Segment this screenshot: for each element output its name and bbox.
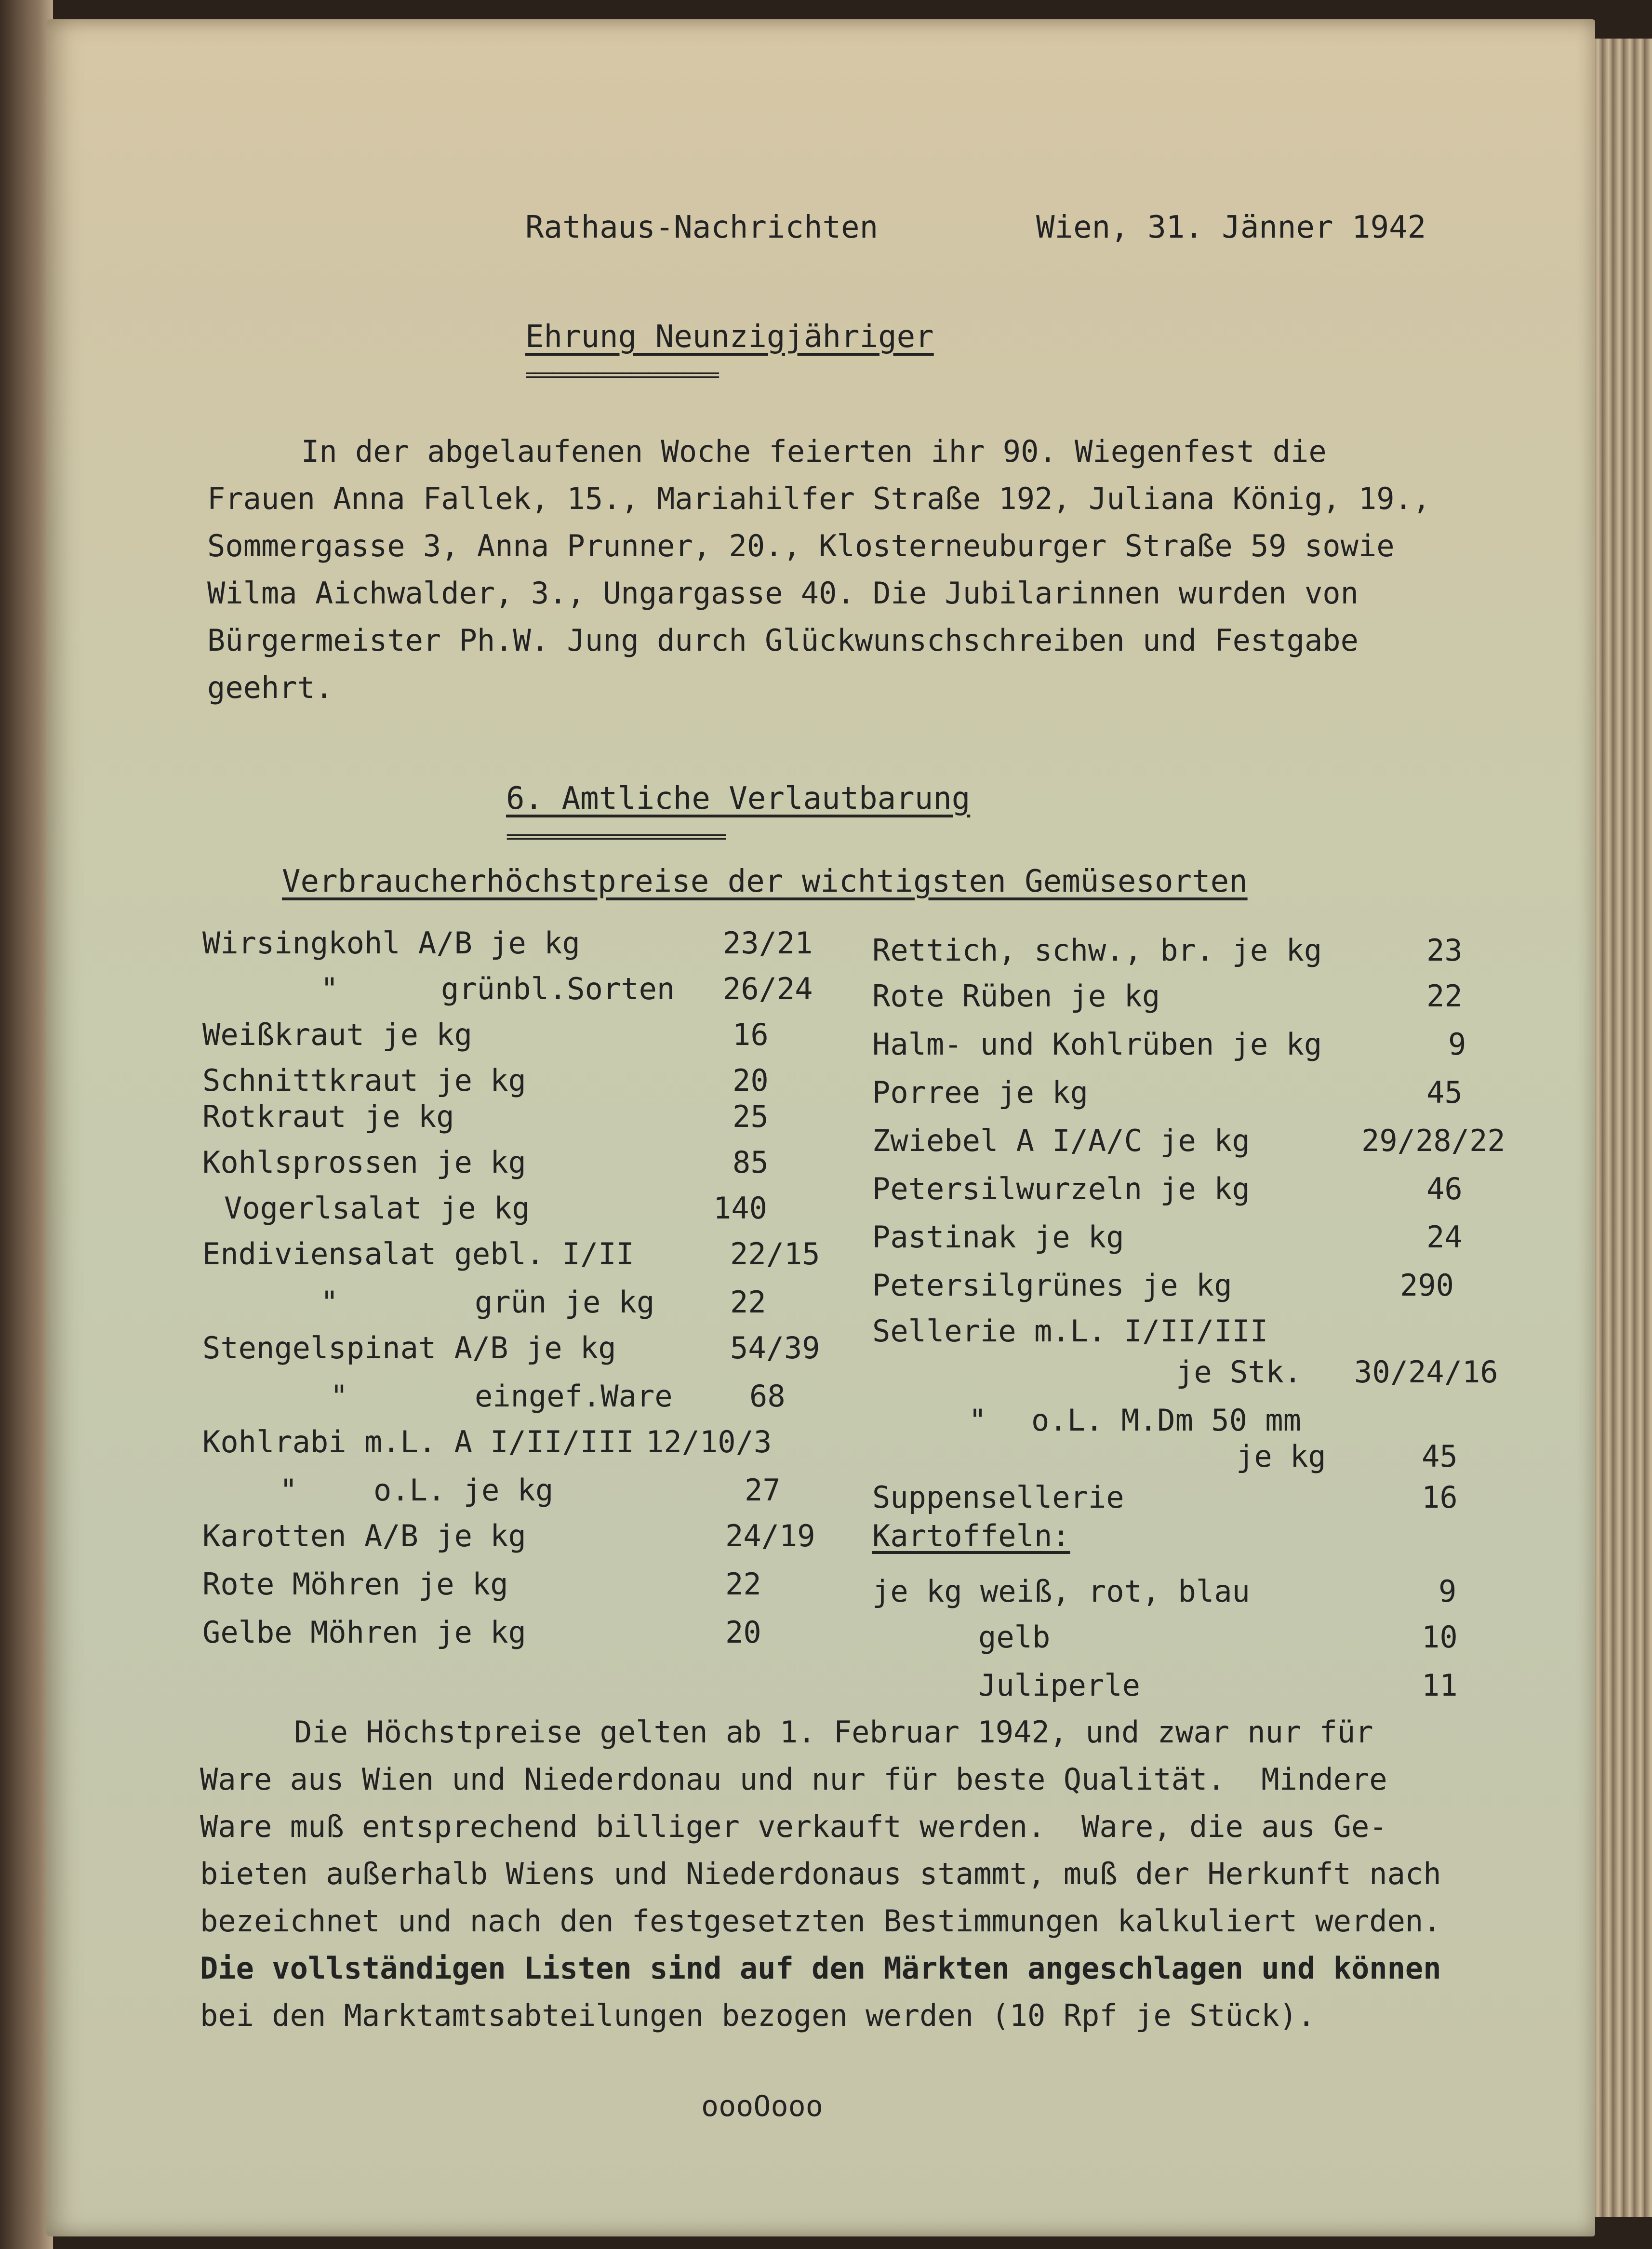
price-item: Sellerie m.L. I/II/III [872,1313,1268,1349]
price-table-subtitle: Verbraucherhöchstpreise der wichtigsten Gemüsesorten [282,864,1248,899]
price-value: 30/24/16 [1354,1354,1498,1390]
price-item: Kohlsprossen je kg [202,1145,526,1180]
ditto-mark: " [320,1285,339,1320]
paragraph-line: Ware aus Wien und Niederdonau und nur für beste Qualität. Mindere [200,1762,1387,1797]
price-value: 16 [733,1017,769,1052]
price-item: Wirsingkohl A/B je kg [202,925,580,961]
paragraph-line: bei den Marktamtsabteilungen bezogen werden (10 Rpf je Stück). [200,1998,1316,2033]
price-value: 11 [1422,1668,1458,1703]
price-value: 22/15 [730,1236,820,1272]
paragraph-line: geehrt. [207,670,333,705]
price-item-detail: eingef.Ware [475,1379,673,1414]
header-date: Wien, 31. Jänner 1942 [1036,210,1426,245]
price-item: Rettich, schw., br. je kg [872,933,1322,968]
price-item: Rotkraut je kg [202,1099,454,1134]
price-value: 12/10/3 [646,1424,772,1459]
price-item: Zwiebel A I/A/C je kg [872,1123,1250,1158]
price-value: 22 [725,1566,761,1602]
price-value: 10 [1422,1620,1458,1655]
section-rule-ehrung: ====================== [525,364,717,386]
ditto-mark: " [320,971,339,1006]
price-item: Vogerlsalat je kg [224,1191,530,1226]
price-value: 22 [1426,978,1463,1014]
price-value: 46 [1426,1171,1463,1206]
price-item: Kohlrabi m.L. A I/II/III [202,1424,634,1459]
price-value: 24/19 [725,1518,815,1553]
price-item: Pastinak je kg [872,1219,1124,1255]
price-item: Rote Rüben je kg [872,978,1160,1014]
book-spine-edge [0,0,53,2249]
price-value: 22 [730,1285,766,1320]
paragraph-line: Wilma Aichwalder, 3., Ungargasse 40. Die Jubilarinnen wurden von [207,576,1359,611]
paragraph-line: Bürgermeister Ph.W. Jung durch Glückwunschschreiben und Festgabe [207,623,1359,658]
paragraph-line: Sommergasse 3, Anna Prunner, 20., Klosterneuburger Straße 59 sowie [207,528,1395,563]
price-item: Suppensellerie [872,1480,1124,1515]
price-value: 16 [1422,1480,1458,1515]
price-item-detail: o.L. je kg [373,1473,554,1508]
price-value: 24 [1426,1219,1463,1255]
price-value: 29/28/22 [1361,1123,1505,1158]
price-value: 68 [749,1379,786,1414]
kartoffeln-heading: Kartoffeln: [872,1518,1070,1553]
price-item: Stengelspinat A/B je kg [202,1330,616,1365]
paragraph-line: bezeichnet und nach den festgesetzten Bestimmungen kalkuliert werden. [200,1903,1441,1939]
price-value: 23/21 [723,925,813,961]
header-source: Rathaus-Nachrichten [525,210,879,245]
price-value: 140 [713,1191,767,1226]
paragraph-line: Die Höchstpreise gelten ab 1. Februar 1942, und zwar nur für [294,1714,1373,1750]
ditto-mark: " [330,1379,348,1414]
price-value: 9 [1439,1574,1457,1609]
price-item: Rote Möhren je kg [202,1566,508,1602]
paragraph-line: bieten außerhalb Wiens und Niederdonaus stammt, muß der Herkunft nach [200,1856,1441,1891]
end-mark: oooOooo [701,2089,823,2123]
price-value: 290 [1400,1268,1454,1303]
price-item: Karotten A/B je kg [202,1518,526,1553]
price-item: Weißkraut je kg [202,1017,472,1052]
document-page [46,19,1595,2236]
paragraph-line: Die vollständigen Listen sind auf den Märkten angeschlagen und können [200,1951,1441,1986]
paragraph-line: Frauen Anna Fallek, 15., Mariahilfer Straße 192, Juliana König, 19., [207,481,1431,516]
price-value: 27 [745,1473,781,1508]
price-value: 20 [733,1063,769,1098]
price-value: 85 [733,1145,769,1180]
price-item-detail: je Stk. [1176,1354,1302,1390]
section-rule-verlautbarung: ========================= [506,826,724,848]
price-item: Schnittkraut je kg [202,1063,526,1098]
price-item: Petersilgrünes je kg [872,1268,1232,1303]
paragraph-line: In der abgelaufenen Woche feierten ihr 90. Wiegenfest die [301,434,1327,469]
price-item: Endiviensalat gebl. I/II [202,1236,634,1272]
paragraph-line: Ware muß entsprechend billiger verkauft werden. Ware, die aus Ge- [200,1809,1387,1844]
section-title-ehrung: Ehrung Neunzigjähriger [525,319,934,355]
price-item-detail: grün je kg [475,1285,655,1320]
price-item: Juliperle [978,1668,1140,1703]
price-value: 23 [1426,933,1463,968]
section-title-verlautbarung: 6. Amtliche Verlautbarung [506,781,971,817]
price-value: 45 [1426,1075,1463,1110]
price-value: 54/39 [730,1330,820,1365]
price-item: Porree je kg [872,1075,1088,1110]
price-item-detail: grünbl.Sorten [441,971,675,1006]
price-value: 25 [733,1099,769,1134]
ditto-mark: " [969,1403,987,1438]
price-item: gelb [978,1620,1051,1655]
price-item-detail: je kg [1236,1439,1326,1474]
price-item: je kg weiß, rot, blau [872,1574,1250,1609]
price-value: 20 [725,1615,761,1650]
price-item: Petersilwurzeln je kg [872,1171,1250,1206]
price-item-detail: o.L. M.Dm 50 mm [1031,1403,1301,1438]
ditto-mark: " [280,1473,298,1508]
price-item: Gelbe Möhren je kg [202,1615,526,1650]
price-value: 45 [1422,1439,1458,1474]
price-value: 26/24 [723,971,813,1006]
price-value: 9 [1448,1027,1466,1062]
price-item: Halm- und Kohlrüben je kg [872,1027,1322,1062]
